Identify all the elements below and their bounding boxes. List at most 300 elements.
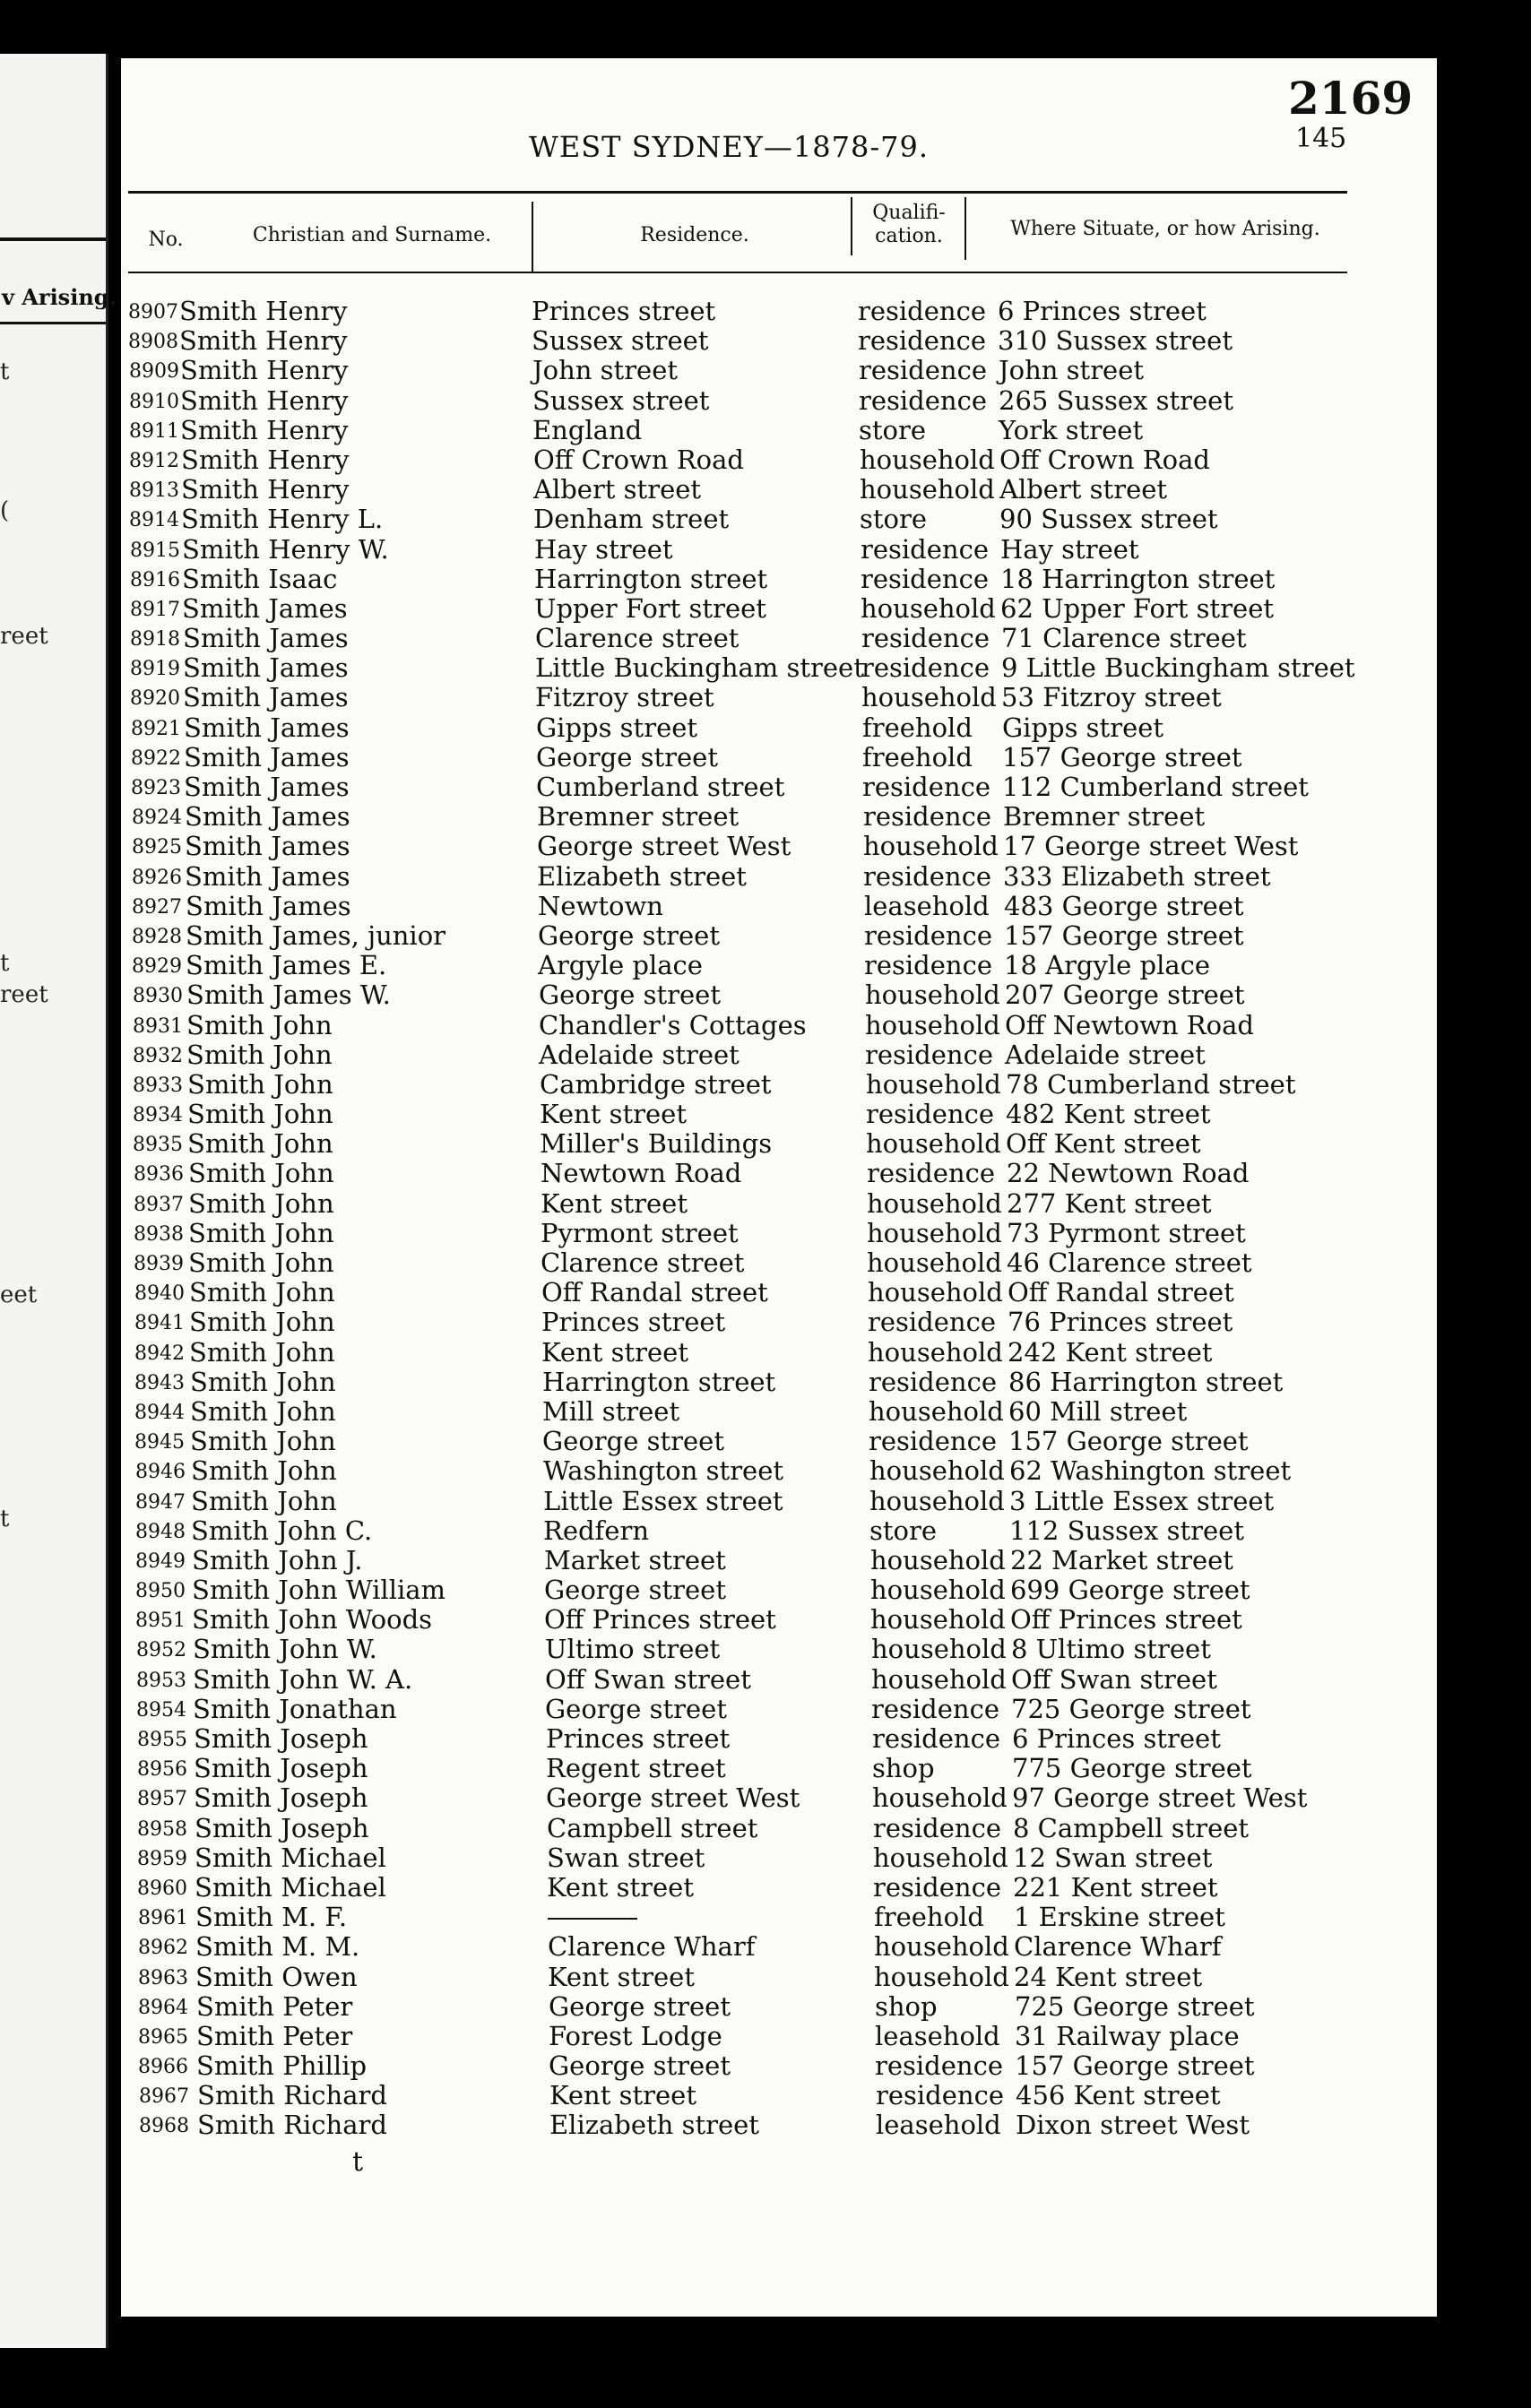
row-where: 482 Kent street: [1006, 1099, 1211, 1130]
row-name: Smith John: [189, 1336, 335, 1368]
row-number: 8918: [130, 628, 180, 652]
row-where: Off Princes street: [1010, 1604, 1242, 1636]
row-residence: Fitzroy street: [535, 682, 714, 713]
row-number: 8931: [133, 1014, 183, 1038]
row-residence: Off Swan street: [545, 1663, 751, 1695]
table-row: [121, 623, 1437, 652]
row-where: 46 Clarence street: [1007, 1247, 1252, 1278]
row-where: 725 George street: [1015, 1990, 1255, 2022]
row-number: 8955: [137, 1729, 187, 1751]
row-residence: Kent street: [548, 1961, 695, 1992]
row-where: Clarence Wharf: [1014, 1931, 1222, 1963]
row-qualification: household: [871, 1663, 1007, 1695]
row-number: 8934: [133, 1104, 183, 1127]
row-residence: Elizabeth street: [549, 2110, 759, 2141]
row-qualification: residence: [867, 1158, 995, 1189]
row-residence: Off Princes street: [544, 1604, 776, 1636]
row-number: 8960: [137, 1877, 187, 1900]
row-qualification: household: [868, 1277, 1003, 1308]
row-residence: George street West: [537, 831, 791, 862]
table-row: [121, 1069, 1437, 1099]
row-number: 8957: [137, 1788, 187, 1811]
row-qualification: leasehold: [864, 890, 990, 921]
row-where: 62 Upper Fort street: [1000, 592, 1275, 624]
row-name: Smith John: [187, 1068, 333, 1100]
table-row: [121, 1604, 1437, 1634]
row-name: Smith Michael: [195, 1871, 386, 1903]
row-residence: Market street: [544, 1544, 726, 1575]
header-bottom-rule: [128, 272, 1347, 273]
row-name: Smith M. F.: [195, 1902, 348, 1933]
row-name: Smith Joseph: [194, 1753, 368, 1784]
row-residence: Cambridge street: [540, 1068, 772, 1100]
row-where: 221 Kent street: [1013, 1871, 1218, 1903]
register-page: [121, 58, 1437, 2317]
row-number: 8946: [135, 1461, 186, 1484]
row-residence: Kent street: [541, 1336, 688, 1368]
row-where: 157 George street: [1004, 919, 1244, 951]
row-where: 53 Fitzroy street: [1001, 682, 1222, 713]
blank-dash: [548, 1918, 637, 1920]
row-name: Smith Henry: [181, 444, 350, 475]
row-number: 8927: [132, 895, 182, 919]
row-name: Smith Michael: [195, 1842, 386, 1873]
row-where: 78 Cumberland street: [1006, 1068, 1296, 1100]
row-residence: [548, 1902, 637, 1932]
row-where: 207 George street: [1005, 980, 1245, 1011]
row-where: 9 Little Buckingham street: [1001, 652, 1355, 684]
row-name: Smith Henry: [179, 296, 348, 326]
row-number: 8910: [129, 390, 179, 413]
row-residence: Off Randal street: [541, 1277, 768, 1308]
row-name: Smith James: [184, 741, 350, 772]
row-qualification: residence: [859, 355, 987, 386]
row-where: 3 Little Essex street: [1009, 1485, 1275, 1516]
row-number: 8935: [133, 1134, 183, 1157]
row-residence: Clarence street: [535, 623, 740, 654]
table-row: [121, 1962, 1437, 1991]
row-qualification: leasehold: [875, 2020, 1000, 2051]
row-residence: Newtown: [538, 890, 663, 921]
row-number: 8932: [133, 1044, 183, 1067]
row-number: 8921: [131, 717, 181, 740]
row-number: 8933: [133, 1074, 183, 1097]
row-name: Smith James: [183, 682, 349, 713]
row-where: Off Crown Road: [999, 444, 1210, 475]
row-name: Smith Henry: [179, 325, 348, 357]
row-residence: Miller's Buildings: [540, 1128, 773, 1160]
row-number: 8911: [129, 419, 179, 443]
column-header-where: Where Situate, or how Arising.: [1010, 218, 1320, 240]
table-row: [121, 1843, 1437, 1872]
row-number: 8937: [134, 1193, 184, 1216]
table-row: [121, 652, 1437, 682]
row-number: 8945: [134, 1431, 185, 1454]
row-where: 90 Sussex street: [999, 504, 1218, 535]
row-number: 8914: [129, 509, 179, 532]
row-qualification: store: [869, 1515, 938, 1546]
row-where: 62 Washington street: [1009, 1455, 1292, 1487]
row-name: Smith John: [188, 1158, 334, 1189]
row-residence: Clarence street: [541, 1247, 745, 1278]
row-residence: Little Buckingham street: [535, 652, 864, 684]
row-where: 86 Harrington street: [1008, 1366, 1284, 1397]
row-residence: Mill street: [542, 1395, 680, 1427]
row-name: Smith Henry: [180, 414, 349, 445]
page-number-large: 2169: [1288, 72, 1414, 125]
row-name: Smith John: [186, 1039, 333, 1070]
column-header-residence: Residence.: [640, 224, 749, 246]
table-row: [121, 1813, 1437, 1843]
row-where: Off Swan street: [1011, 1663, 1217, 1695]
row-residence: Forest Lodge: [549, 2020, 722, 2051]
table-row: [121, 1040, 1437, 1069]
row-where: 24 Kent street: [1014, 1961, 1203, 1992]
table-row: [121, 1455, 1437, 1485]
column-divider: [851, 197, 852, 255]
table-row: [121, 564, 1437, 593]
table-row: [121, 1307, 1437, 1336]
row-number: 8968: [139, 2115, 189, 2138]
row-qualification: household: [866, 1128, 1001, 1160]
row-qualification: residence: [869, 1366, 997, 1397]
row-where: 483 George street: [1004, 890, 1244, 921]
row-number: 8926: [132, 866, 182, 889]
row-number: 8924: [132, 807, 182, 830]
row-where: 277 Kent street: [1007, 1187, 1212, 1219]
row-qualification: household: [869, 1395, 1004, 1427]
row-qualification: household: [866, 1068, 1001, 1100]
row-where: 725 George street: [1011, 1693, 1251, 1724]
column-header-qualification: Qualifi- cation.: [872, 202, 946, 247]
row-where: York street: [999, 414, 1144, 445]
table-row: [121, 801, 1437, 831]
row-number: 8930: [133, 985, 183, 1008]
footer-mark: t: [352, 2146, 364, 2178]
row-name: Smith Richard: [197, 2080, 387, 2111]
row-qualification: shop: [872, 1753, 935, 1784]
table-row: [121, 1515, 1437, 1545]
row-number: 8938: [134, 1222, 184, 1246]
row-qualification: residence: [863, 801, 991, 833]
row-where: 12 Swan street: [1013, 1842, 1213, 1873]
row-number: 8913: [129, 479, 179, 503]
row-residence: Little Essex street: [543, 1485, 783, 1516]
table-row: [121, 1188, 1437, 1218]
row-residence: Gipps street: [536, 712, 698, 743]
row-residence: George street: [539, 980, 721, 1011]
row-residence: Princes street: [532, 296, 716, 326]
row-residence: Hay street: [534, 533, 673, 565]
row-residence: George street: [542, 1426, 724, 1457]
row-number: 8912: [129, 449, 179, 472]
row-name: Smith James: [184, 772, 350, 802]
row-name: Smith Henry W.: [182, 533, 389, 565]
row-where: 1 Erskine street: [1014, 1902, 1225, 1933]
row-residence: Sussex street: [532, 384, 710, 416]
row-where: Gipps street: [1002, 712, 1164, 743]
row-name: Smith James: [185, 801, 350, 833]
adjacent-fragment: t: [0, 1506, 10, 1532]
row-residence: Redfern: [543, 1515, 649, 1546]
table-row: [121, 1099, 1437, 1128]
row-name: Smith John W.: [193, 1634, 377, 1665]
row-name: Smith Isaac: [182, 563, 338, 594]
row-where: 112 Cumberland street: [1002, 772, 1309, 802]
table-row: [121, 1396, 1437, 1426]
row-residence: Sussex street: [532, 325, 709, 357]
table-row: [121, 1753, 1437, 1782]
row-number: 8949: [135, 1549, 186, 1573]
row-name: Smith John: [188, 1187, 334, 1219]
row-where: Off Newtown Road: [1005, 1009, 1254, 1040]
row-number: 8943: [134, 1371, 185, 1394]
row-qualification: household: [867, 1247, 1002, 1278]
row-qualification: residence: [858, 296, 986, 326]
row-name: Smith John: [187, 1128, 333, 1160]
row-qualification: residence: [875, 2050, 1003, 2082]
row-name: Smith John J.: [192, 1544, 363, 1575]
adjacent-header-text: v Arising.: [2, 284, 117, 310]
row-residence: Harrington street: [534, 563, 768, 594]
row-number: 8916: [130, 568, 180, 591]
row-number: 8944: [134, 1401, 185, 1424]
row-name: Smith Henry: [181, 474, 350, 505]
row-residence: Cumberland street: [536, 772, 785, 802]
row-qualification: household: [873, 1842, 1008, 1873]
table-row: [121, 772, 1437, 801]
table-row: [121, 2021, 1437, 2050]
adjacent-fragment: t: [0, 358, 10, 385]
table-row: [121, 1545, 1437, 1575]
row-residence: Clarence Wharf: [548, 1931, 756, 1963]
row-where: 18 Argyle place: [1004, 950, 1211, 981]
row-number: 8967: [139, 2085, 189, 2109]
row-number: 8965: [138, 2025, 188, 2049]
adjacent-fragment: t: [0, 950, 10, 977]
row-number: 8962: [138, 1937, 188, 1960]
row-qualification: household: [871, 1634, 1007, 1665]
table-row: [121, 712, 1437, 742]
row-residence: Elizabeth street: [537, 860, 747, 892]
row-residence: George street West: [546, 1782, 800, 1814]
row-name: Smith John: [191, 1485, 337, 1516]
table-row: [121, 325, 1437, 355]
table-row: [121, 415, 1437, 444]
row-residence: Chandler's Cottages: [539, 1009, 807, 1040]
row-name: Smith James: [185, 831, 350, 862]
table-row: [121, 534, 1437, 564]
adjacent-page-edge: [0, 54, 117, 2348]
table-row: [121, 861, 1437, 891]
row-where: 6 Princes street: [1012, 1723, 1221, 1754]
table-row: [121, 1723, 1437, 1753]
row-name: Smith James, junior: [186, 919, 446, 951]
row-qualification: household: [861, 682, 997, 713]
row-number: 8928: [132, 925, 182, 948]
row-name: Smith Peter: [196, 2020, 353, 2051]
row-residence: Regent street: [546, 1753, 726, 1784]
row-where: 456 Kent street: [1016, 2080, 1221, 2111]
row-residence: George street: [549, 1990, 731, 2022]
row-qualification: residence: [861, 563, 989, 594]
row-where: 71 Clarence street: [1001, 623, 1247, 654]
row-qualification: residence: [858, 325, 986, 357]
adjacent-fragment: eet: [0, 1282, 38, 1308]
row-residence: Princes street: [546, 1723, 731, 1754]
table-row: [121, 1277, 1437, 1307]
row-qualification: residence: [866, 1099, 994, 1130]
row-where: 22 Market street: [1010, 1544, 1233, 1575]
row-name: Smith John: [189, 1277, 335, 1308]
row-name: Smith John: [190, 1426, 336, 1457]
row-name: Smith John: [188, 1247, 334, 1278]
table-row: [121, 1931, 1437, 1961]
row-qualification: freehold: [862, 712, 973, 743]
row-number: 8952: [136, 1639, 186, 1662]
row-name: Smith James: [184, 712, 350, 743]
row-name: Smith Jonathan: [193, 1693, 397, 1724]
row-name: Smith John Woods: [192, 1604, 433, 1636]
row-qualification: household: [870, 1544, 1006, 1575]
row-residence: Kent street: [541, 1187, 688, 1219]
row-number: 8941: [134, 1312, 185, 1335]
table-row: [121, 593, 1437, 623]
row-qualification: residence: [864, 919, 992, 951]
row-name: Smith John: [189, 1307, 335, 1338]
row-qualification: household: [865, 1009, 1000, 1040]
row-qualification: residence: [863, 860, 991, 892]
row-qualification: household: [870, 1604, 1006, 1636]
row-number: 8950: [135, 1580, 186, 1603]
row-where: Off Randal street: [1008, 1277, 1234, 1308]
row-qualification: residence: [864, 950, 992, 981]
row-number: 8958: [137, 1817, 187, 1841]
row-name: Smith James E.: [186, 950, 387, 981]
table-row: [121, 1634, 1437, 1663]
row-number: 8951: [135, 1610, 186, 1633]
row-number: 8923: [131, 777, 181, 799]
row-residence: Campbell street: [547, 1812, 758, 1843]
table-row: [121, 742, 1437, 772]
table-row: [121, 474, 1437, 504]
row-qualification: store: [860, 504, 928, 535]
row-residence: Ultimo street: [545, 1634, 721, 1665]
row-name: Smith Joseph: [195, 1812, 369, 1843]
page-number-small: 145: [1295, 123, 1347, 154]
row-where: 8 Campbell street: [1013, 1812, 1250, 1843]
register-table-body: [121, 296, 1437, 2140]
row-residence: Kent street: [540, 1099, 687, 1130]
page-title: WEST SYDNEY—1878-79.: [529, 130, 930, 164]
row-residence: Bremner street: [537, 801, 740, 833]
row-qualification: freehold: [862, 741, 973, 772]
table-row: [121, 950, 1437, 980]
row-name: Smith John C.: [191, 1515, 373, 1546]
row-qualification: residence: [859, 384, 987, 416]
row-residence: Off Crown Road: [533, 444, 744, 475]
row-number: 8929: [132, 955, 182, 979]
table-row: [121, 2080, 1437, 2110]
row-where: Albert street: [999, 474, 1168, 505]
row-name: Smith John: [191, 1455, 337, 1487]
table-row: [121, 444, 1437, 474]
row-number: 8936: [134, 1163, 184, 1187]
row-qualification: residence: [876, 2080, 1004, 2111]
row-qualification: residence: [861, 652, 990, 684]
row-number: 8925: [132, 836, 182, 859]
table-row: [121, 1158, 1437, 1187]
row-qualification: household: [869, 1485, 1005, 1516]
table-row: [121, 831, 1437, 860]
row-residence: Washington street: [543, 1455, 784, 1487]
row-where: 6 Princes street: [998, 296, 1207, 326]
row-number: 8953: [136, 1669, 186, 1692]
row-where: 699 George street: [1010, 1575, 1250, 1606]
row-number: 8947: [135, 1490, 186, 1514]
row-where: 8 Ultimo street: [1011, 1634, 1211, 1665]
row-name: Smith James: [186, 890, 351, 921]
row-qualification: household: [874, 1961, 1009, 1992]
row-residence: George street: [538, 919, 720, 951]
row-residence: Newtown Road: [541, 1158, 742, 1189]
row-qualification: household: [870, 1575, 1006, 1606]
row-name: Smith James W.: [186, 980, 391, 1011]
row-name: Smith Henry L.: [181, 504, 384, 535]
table-row: [121, 1872, 1437, 1902]
row-residence: Harrington street: [542, 1366, 776, 1397]
row-name: Smith John: [188, 1217, 334, 1248]
row-where: 31 Railway place: [1015, 2020, 1240, 2051]
row-name: Smith James: [183, 652, 349, 684]
row-name: Smith Owen: [195, 1961, 358, 1992]
row-qualification: household: [872, 1782, 1008, 1814]
row-name: Smith Joseph: [194, 1782, 368, 1814]
row-qualification: store: [859, 414, 927, 445]
row-where: Hay street: [1000, 533, 1139, 565]
table-row: [121, 1694, 1437, 1723]
row-name: Smith Joseph: [194, 1723, 368, 1754]
row-name: Smith Peter: [196, 1990, 353, 2022]
row-name: Smith John: [187, 1099, 333, 1130]
row-number: 8909: [129, 360, 179, 384]
row-qualification: household: [868, 1336, 1003, 1368]
row-residence: Adelaide street: [539, 1039, 740, 1070]
row-where: 775 George street: [1012, 1753, 1252, 1784]
row-name: Smith M. M.: [195, 1931, 360, 1963]
row-qualification: residence: [871, 1693, 999, 1724]
row-qualification: residence: [873, 1871, 1001, 1903]
row-where: 157 George street: [1015, 2050, 1255, 2082]
row-number: 8908: [128, 331, 178, 354]
row-qualification: household: [874, 1931, 1009, 1963]
table-row: [121, 1218, 1437, 1247]
table-row: [121, 1782, 1437, 1812]
table-row: [121, 1337, 1437, 1367]
row-where: 157 George street: [1008, 1426, 1249, 1457]
table-row: [121, 296, 1437, 325]
row-residence: George street: [549, 2050, 731, 2082]
row-number: 8961: [138, 1907, 188, 1930]
header-top-rule: [128, 191, 1347, 194]
table-row: [121, 2050, 1437, 2080]
row-residence: George street: [545, 1693, 727, 1724]
row-qualification: freehold: [874, 1902, 984, 1933]
row-number: 8940: [134, 1282, 185, 1306]
table-row: [121, 1426, 1437, 1455]
row-number: 8966: [138, 2056, 188, 2079]
row-name: Smith John W. A.: [193, 1663, 413, 1695]
